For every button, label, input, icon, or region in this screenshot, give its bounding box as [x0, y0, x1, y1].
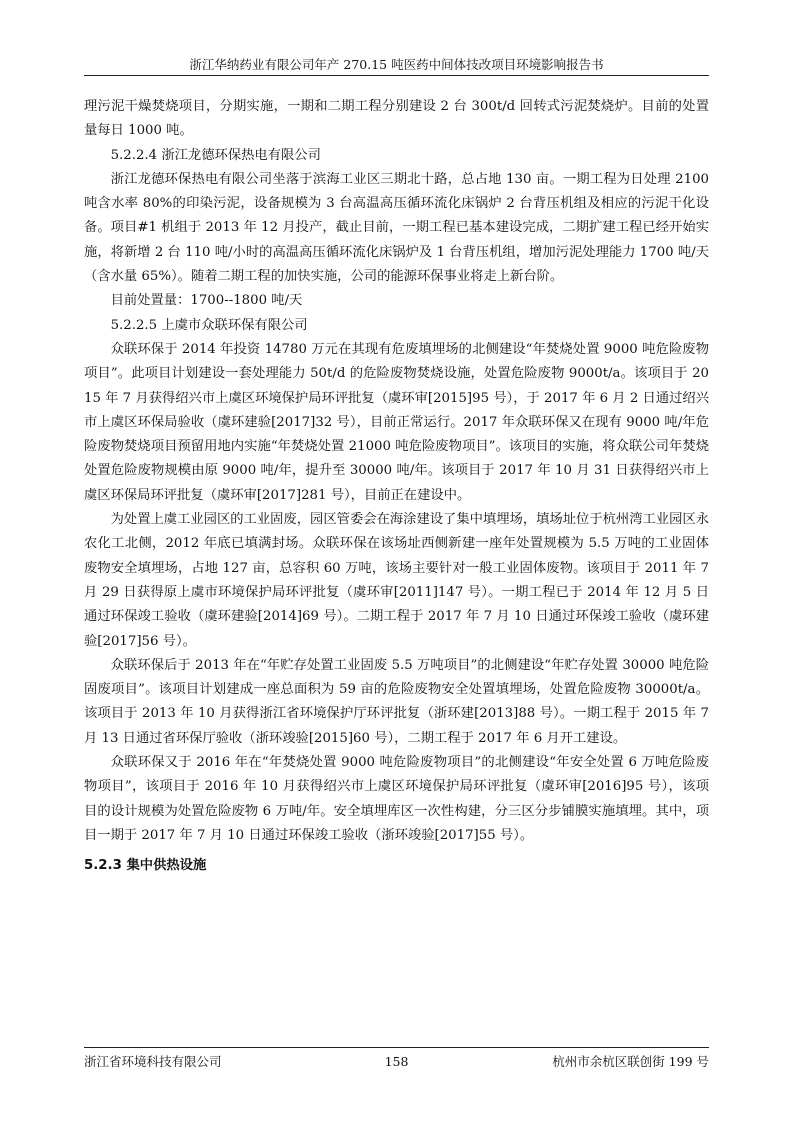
paragraph-zhonglian-60000: 众联环保又于 2016 年在“年焚烧处置 9000 吨危险废物项目”的北侧建设“年安全处置 6 万吨危险废物项目”，该项目于 2016 年 10 月获得绍兴市上虞区环境保护局环评批复（虞环审[2016]95 号），该项目的设计规模为处置危险废物 6 万吨/年。安全填埋库区一次性构建，分三区分步铺膜实施填埋。其中，项目一期于 2017 年 7 月 10 日通过环保竣工验收（浙环竣验[2017]55 号）。: [84, 755, 709, 843]
paragraph-zhonglian-incineration: 众联环保于 2014 年投资 14780 万元在其现有危废填埋场的北侧建设“年焚烧处置 9000 吨危险废物项目”。此项目计划建设一套处理能力 50t/d 的危险废物焚烧设施，处置危险废物 9000t/a。该项目于 2015 年 7 月获得绍兴市上虞区环境保护局环评批复（虞环审[2015]95 号），于 2017 年 6 月 2 日通过绍兴市上虞区环保局验收（虞环建验[2017]32 号），目前正常运行。2017 年众联环保又在现有 9000 吨/年危险废物焚烧项目预留用地内实施“年焚烧处置 21000 吨危险废物项目”。该项目的实施，将众联公司年焚烧处置危险废物规模由原 9000 吨/年，提升至 30000 吨/年。该项目于 2017 年 10 月 31 日获得绍兴市上虞区环保局环评批复（虞环审[2017]281 号），目前正在建设中。: [84, 341, 709, 503]
footer-company: 浙江省环境科技有限公司: [84, 1054, 222, 1069]
paragraph-continued: 理污泥干燥焚烧项目，分期实施，一期和二期工程分别建设 2 台 300t/d 回转式污泥焚烧炉。目前的处置量每日 1000 吨。: [84, 99, 709, 139]
subsection-heading-5224: 5.2.2.4 浙江龙德环保热电有限公司: [110, 147, 321, 163]
page-body: [84, 95, 709, 892]
page-footer: [84, 1052, 709, 1072]
page-header: [84, 55, 709, 76]
paragraph-zhonglian-landfill: 为处置上虞工业园区的工业固废，园区管委会在海涂建设了集中填埋场，填场址位于杭州湾工业园区永农化工北侧，2012 年底已填满封场。众联环保在该场址西侧新建一座年处置规模为 5.5 万吨的工业固体废物安全填埋场，占地 127 亩，总容积 60 万吨，该场主要针对一般工业固体废物。该项目于 2011 年 7 月 29 日获得原上虞市环境保护局环评批复（虞环审[2011]147 号）。一期工程已于 2014 年 12 月 5 日通过环保竣工验收（虞环建验[2014]69 号）。二期工程于 2017 年 7 月 10 日通过环保竣工验收（虞环建验[2017]56 号）。: [84, 512, 709, 649]
footer-address: 杭州市余杭区联创街 199 号: [552, 1054, 709, 1069]
page-number: 158: [384, 1054, 409, 1069]
footer-divider: [84, 1047, 709, 1048]
paragraph-zhonglian-hazardous: 众联环保后于 2013 年在“年贮存处置工业固废 5.5 万吨项目”的北侧建设“年贮存处置 30000 吨危险固废项目”。该项目计划建成一座总面积为 59 亩的危险废物安全处置填埋场，处置危险废物 30000t/a。该项目于 2013 年 10 月获得浙江省环境保护厅环评批复（浙环建[2013]88 号）。一期工程于 2015 年 7 月 13 日通过省环保厅验收（浙环竣验[2015]60 号），二期工程于 2017 年 6 月开工建设。: [84, 657, 709, 746]
subsection-heading-5225: 5.2.2.5 上虞市众联环保有限公司: [110, 317, 308, 333]
header-title: 浙江华纳药业有限公司年产 270.15 吨医药中间体技改项目环境影响报告书: [189, 57, 604, 72]
section-heading-523: 5.2.3 集中供热设施: [84, 858, 207, 874]
paragraph-capacity: 目前处置量：1700--1800 吨/天: [110, 293, 303, 309]
paragraph-longde: 浙江龙德环保热电有限公司坐落于滨海工业区三期北十路，总占地 130 亩。一期工程为日处理 2100 吨含水率 80%的印染污泥，设备规模为 3 台高温高压循环流化床锅炉 2 台背压机组及相应的污泥干化设备。项目#1 机组于 2013 年 12 月投产，截止目前，一期工程已基本建设完成，二期扩建工程已经开始实施，将新增 2 台 110 吨/小时的高温高压循环流化床锅炉及 1 台背压机组，增加污泥处理能力 1700 吨/天（含水量 65%）。随着二期工程的加快实施，公司的能源环保事业将走上新台阶。: [84, 171, 709, 285]
